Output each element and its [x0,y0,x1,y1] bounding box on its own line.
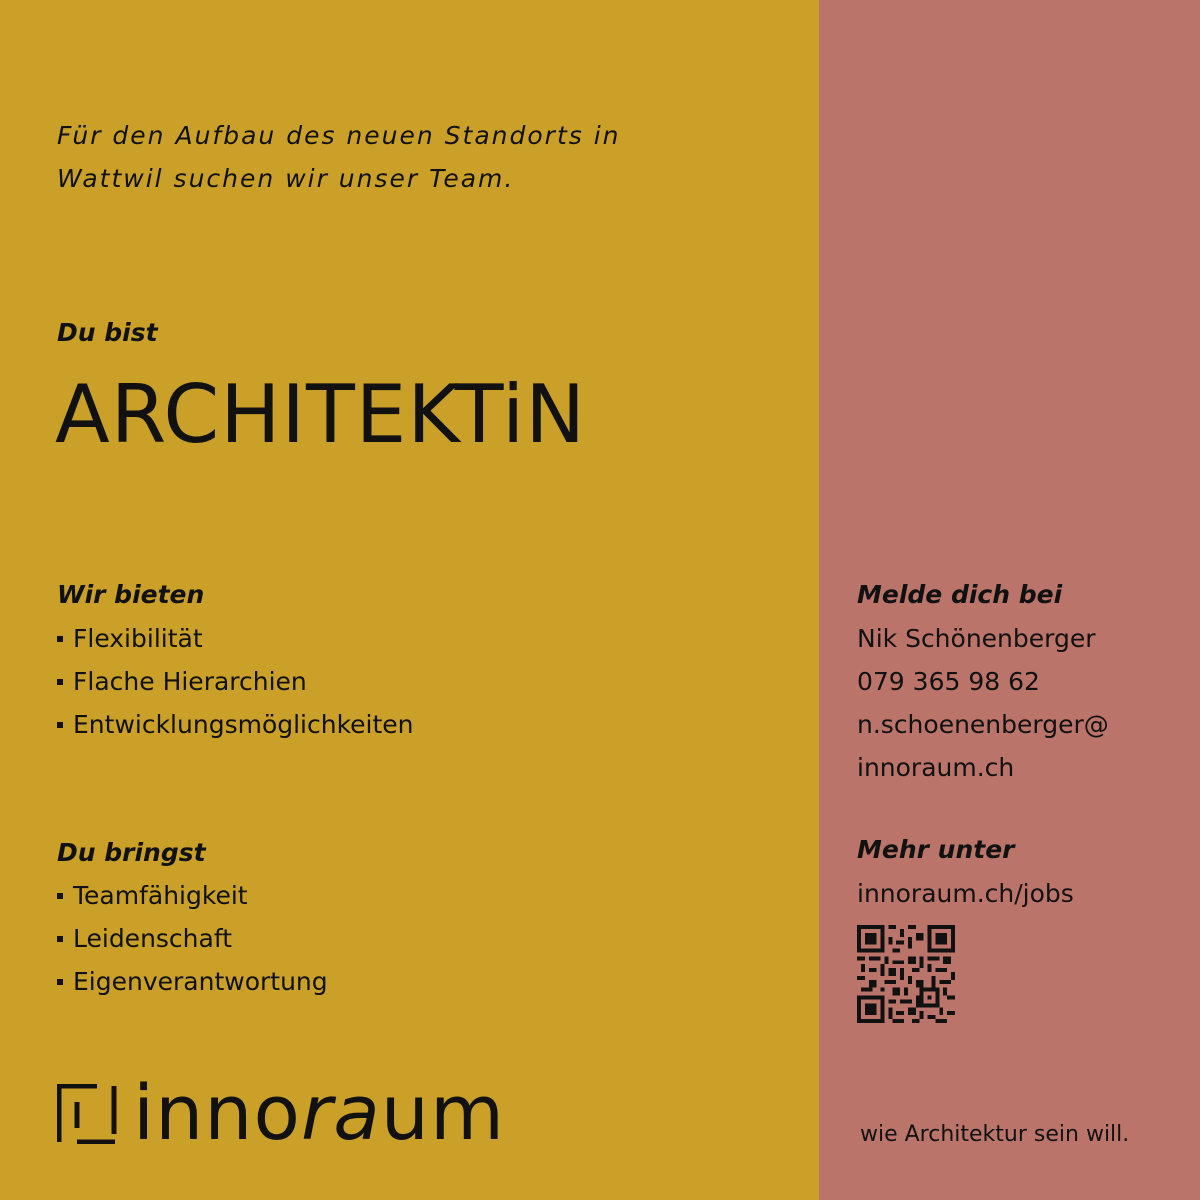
logo-wordmark: innoraum [133,1068,505,1157]
contact-block [857,617,1109,789]
bullet-icon [57,936,63,942]
list-item: Flache Hierarchien [57,660,414,703]
bullet-icon [57,722,63,728]
offer-label: Wir bieten [57,580,205,609]
contact-email-line2[interactable]: innoraum.ch [857,753,1015,782]
bullet-icon [57,679,63,685]
contact-email-line1[interactable]: n.schoenenberger@ [857,710,1109,739]
list-item: Teamfähigkeit [57,874,328,917]
qr-code-icon[interactable] [857,925,955,1023]
contact-label: Melde dich bei [857,580,1063,609]
offer-list [57,617,414,746]
bullet-icon [57,636,63,642]
requirements-list [57,874,328,1003]
intro-text: Für den Aufbau des neuen Standorts in Wattwil suchen wir unser Team. [57,121,621,193]
bullet-icon [57,979,63,985]
position-label: Du bist [57,318,158,347]
contact-name: Nik Schönenberger [857,624,1096,653]
list-item: Flexibilität [57,617,414,660]
list-item: Eigenverantwortung [57,960,328,1003]
bracket-square-icon [57,1084,117,1144]
jobs-link[interactable]: innoraum.ch/jobs [857,879,1074,908]
requirements-label: Du bringst [57,838,206,867]
position-title: ARCHITEKTiN [55,368,587,461]
more-block [857,872,1074,915]
more-label: Mehr unter [857,835,1015,864]
list-item: Entwicklungsmöglichkeiten [57,703,414,746]
bullet-icon [57,893,63,899]
innoraum-logo [57,1068,505,1157]
list-item: Leidenschaft [57,917,328,960]
tagline: wie Architektur sein will. [860,1122,1130,1147]
contact-phone[interactable]: 079 365 98 62 [857,667,1040,696]
